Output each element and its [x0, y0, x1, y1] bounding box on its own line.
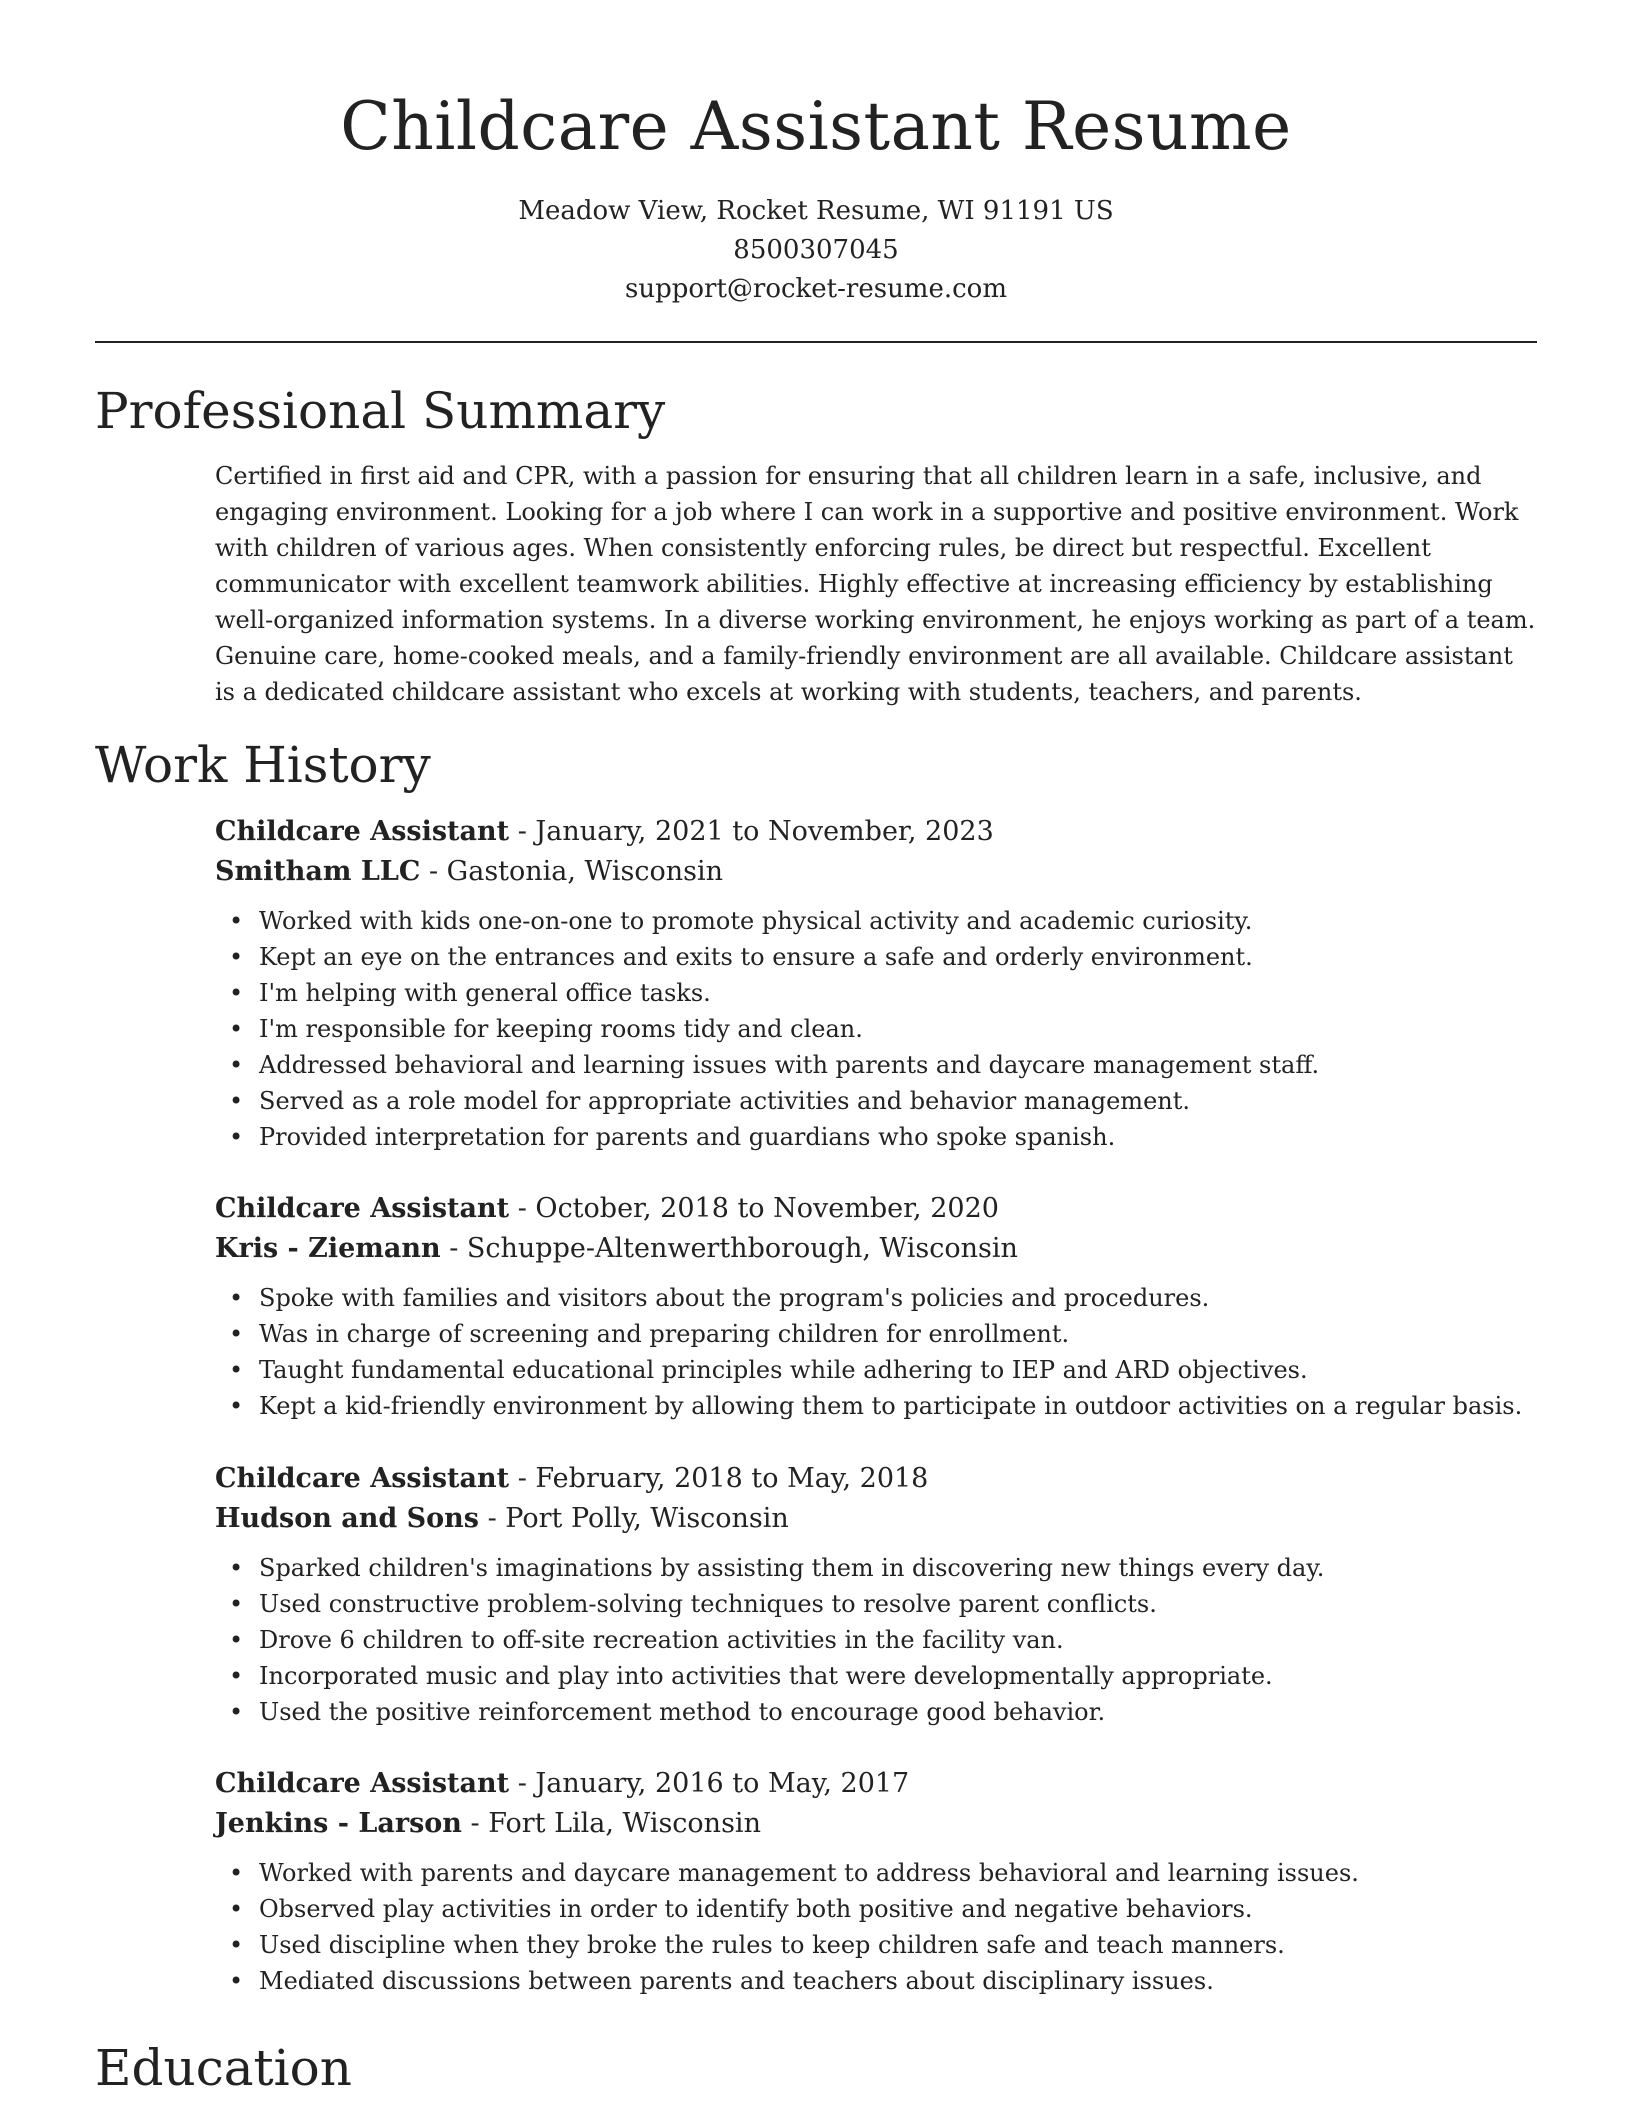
- duty-list: [215, 1855, 1537, 1999]
- list-item: [215, 975, 1537, 1011]
- duty-text: Served as a role model for appropriate activities and behavior management.: [259, 1087, 1190, 1115]
- job-company-line: [215, 852, 1537, 892]
- list-item: [215, 1586, 1537, 1622]
- list-item: [215, 1855, 1537, 1891]
- bullet-icon: •: [229, 943, 244, 971]
- list-item: [215, 1891, 1537, 1927]
- bullet-icon: •: [229, 1015, 244, 1043]
- job-role: Childcare Assistant: [215, 816, 510, 847]
- bullet-icon: •: [229, 907, 244, 935]
- duty-text: I'm helping with general office tasks.: [259, 979, 711, 1007]
- list-item: [215, 903, 1537, 939]
- list-item: [215, 939, 1537, 975]
- duty-text: Kept an eye on the entrances and exits to ensure a safe and orderly environment.: [259, 943, 1253, 971]
- duty-text: Sparked children's imaginations by assisting them in discovering new things every day.: [259, 1554, 1325, 1582]
- phone-text: 8500307045: [733, 235, 899, 265]
- email-text: support@rocket-resume.com: [624, 274, 1007, 304]
- job-dates: - February, 2018 to May, 2018: [509, 1463, 929, 1494]
- address-text: Meadow View, Rocket Resume, WI 91191 US: [518, 196, 1114, 226]
- list-item: [215, 1622, 1537, 1658]
- bullet-icon: •: [229, 1392, 244, 1420]
- contact-info: [0, 192, 1632, 309]
- list-item: [215, 1119, 1537, 1155]
- duty-text: Used the positive reinforcement method to encourage good behavior.: [259, 1698, 1106, 1726]
- duty-text: Worked with parents and daycare management to address behavioral and learning issues.: [259, 1859, 1359, 1887]
- list-item: [215, 1011, 1537, 1047]
- header-divider: [95, 341, 1537, 343]
- bullet-icon: •: [229, 1662, 244, 1690]
- job-entry-2: [215, 1189, 1537, 1424]
- bullet-icon: •: [229, 1967, 244, 1995]
- duty-text: Addressed behavioral and learning issues with parents and daycare management staff.: [259, 1051, 1320, 1079]
- bullet-icon: •: [229, 1123, 244, 1151]
- bullet-icon: •: [229, 1931, 244, 1959]
- job-location: - Fort Lila, Wisconsin: [461, 1808, 761, 1839]
- duty-text: Incorporated music and play into activities that were developmentally appropriate.: [259, 1662, 1273, 1690]
- resume-header: [0, 0, 1632, 309]
- duty-text: Observed play activities in order to identify both positive and negative behaviors.: [259, 1895, 1253, 1923]
- job-entry-4: [215, 1764, 1537, 1999]
- job-role: Childcare Assistant: [215, 1193, 510, 1224]
- job-company: Hudson and Sons: [215, 1503, 480, 1534]
- list-item: [215, 1658, 1537, 1694]
- duty-list: [215, 1280, 1537, 1424]
- job-location: - Gastonia, Wisconsin: [420, 856, 723, 887]
- job-location: - Port Polly, Wisconsin: [479, 1503, 789, 1534]
- job-company: Kris - Ziemann: [215, 1233, 441, 1264]
- job-company: Smitham LLC: [215, 856, 421, 887]
- duty-text: Spoke with families and visitors about the program's policies and procedures.: [259, 1284, 1210, 1312]
- duty-text: Used discipline when they broke the rules to keep children safe and teach manners.: [259, 1931, 1285, 1959]
- bullet-icon: •: [229, 1554, 244, 1582]
- list-item: [215, 1694, 1537, 1730]
- duty-text: Provided interpretation for parents and guardians who spoke spanish.: [259, 1123, 1116, 1151]
- job-location: - Schuppe-Altenwerthborough, Wisconsin: [440, 1233, 1018, 1264]
- bullet-icon: •: [229, 1626, 244, 1654]
- job-dates: - January, 2016 to May, 2017: [509, 1768, 910, 1799]
- duty-text: I'm responsible for keeping rooms tidy and clean.: [259, 1015, 863, 1043]
- job-entry-3: [215, 1459, 1537, 1730]
- duty-list: [215, 1550, 1537, 1730]
- bullet-icon: •: [229, 1698, 244, 1726]
- bullet-icon: •: [229, 1590, 244, 1618]
- duty-text: Taught fundamental educational principles while adhering to IEP and ARD objectives.: [259, 1356, 1308, 1384]
- bullet-icon: •: [229, 1087, 244, 1115]
- page-title: Childcare Assistant Resume: [340, 88, 1292, 165]
- duty-text: Worked with kids one-on-one to promote physical activity and academic curiosity.: [259, 907, 1253, 935]
- job-title-line: [215, 1764, 1537, 1804]
- work-history-heading: Work History: [95, 736, 431, 794]
- duty-text: Used constructive problem-solving techniques to resolve parent conflicts.: [259, 1590, 1157, 1618]
- job-title-line: [215, 812, 1537, 852]
- duty-list: [215, 903, 1537, 1155]
- list-item: [215, 1550, 1537, 1586]
- job-role: Childcare Assistant: [215, 1768, 510, 1799]
- list-item: [215, 1963, 1537, 1999]
- list-item: [215, 1316, 1537, 1352]
- summary-heading: Professional Summary: [95, 382, 666, 440]
- list-item: [215, 1352, 1537, 1388]
- list-item: [215, 1083, 1537, 1119]
- job-company: Jenkins - Larson: [215, 1808, 462, 1839]
- bullet-icon: •: [229, 1895, 244, 1923]
- summary-text: Certified in first aid and CPR, with a passion for ensuring that all children learn in a safe, inclusive, and engaging environment. Looking for a job where I can work in a supportive and positive environment. Work with children of various ages. When consistently enforcing rules, be direct but respectful. Excellent communicator with excellent teamwork abilities. Highly effective at increasing efficiency by establishing well-organized information systems. In a diverse working environment, he enjoys working as part of a team. Genuine care, home-cooked meals, and a family-friendly environment are all available. Childcare assistant is a dedicated childcare assistant who excels at working with students, teachers, and parents.: [215, 462, 1536, 706]
- duty-text: Drove 6 children to off-site recreation activities in the facility van.: [259, 1626, 1064, 1654]
- list-item: [215, 1280, 1537, 1316]
- list-item: [215, 1388, 1537, 1424]
- list-item: [215, 1047, 1537, 1083]
- summary-block: [215, 458, 1537, 710]
- bullet-icon: •: [229, 979, 244, 1007]
- duty-text: Kept a kid-friendly environment by allowing them to participate in outdoor activities on a regular basis.: [259, 1392, 1523, 1420]
- bullet-icon: •: [229, 1051, 244, 1079]
- education-heading: Education: [95, 2039, 352, 2097]
- job-dates: - January, 2021 to November, 2023: [509, 816, 994, 847]
- job-dates: - October, 2018 to November, 2020: [509, 1193, 999, 1224]
- duty-text: Was in charge of screening and preparing children for enrollment.: [259, 1320, 1070, 1348]
- duty-text: Mediated discussions between parents and teachers about disciplinary issues.: [259, 1967, 1214, 1995]
- bullet-icon: •: [229, 1859, 244, 1887]
- bullet-icon: •: [229, 1320, 244, 1348]
- job-entry-1: [215, 812, 1537, 1155]
- job-role: Childcare Assistant: [215, 1463, 510, 1494]
- job-company-line: [215, 1229, 1537, 1269]
- bullet-icon: •: [229, 1284, 244, 1312]
- job-title-line: [215, 1459, 1537, 1499]
- job-title-line: [215, 1189, 1537, 1229]
- list-item: [215, 1927, 1537, 1963]
- bullet-icon: •: [229, 1356, 244, 1384]
- job-company-line: [215, 1804, 1537, 1844]
- job-company-line: [215, 1499, 1537, 1539]
